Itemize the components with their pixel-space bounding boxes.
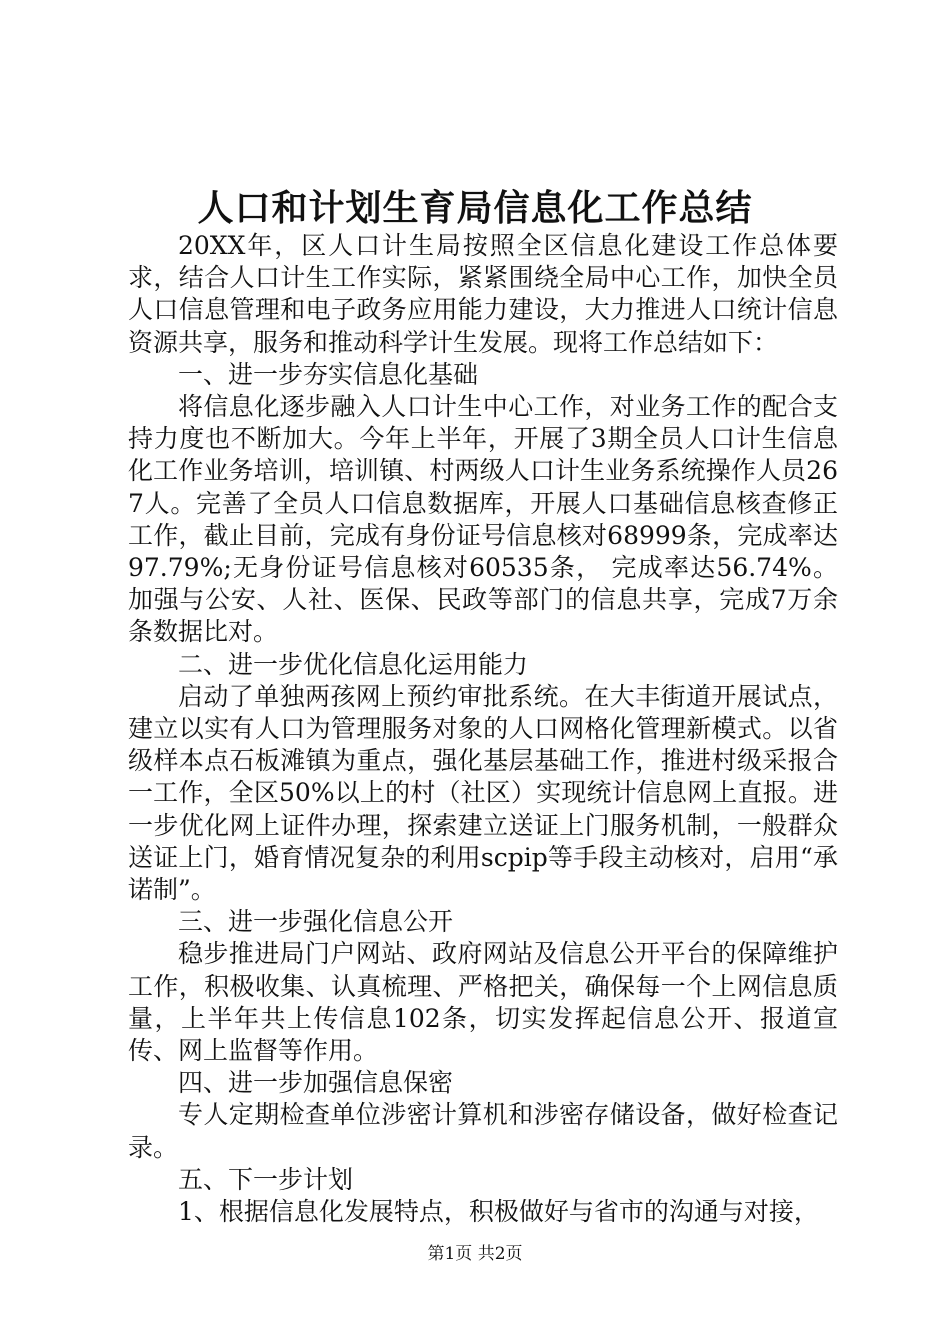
page-number-footer: 第1页 共2页 (427, 1244, 523, 1264)
section-heading-1: 一、进一步夯实信息化基础 (178, 359, 479, 389)
section-paragraph-3: 稳步推进局门户网站、政府网站及信息公开平台的保障维护工作，积极收集、认真梳理、严格把关，确保每一个上网信息质量，上半年共上传信息102条，切实发挥起信息公开、报道宣传、网上监督等作用。 (128, 939, 838, 1066)
section-heading-2: 二、进一步优化信息化运用能力 (178, 649, 529, 679)
document-body (128, 230, 838, 1228)
section-heading-5: 五、下一步计划 (178, 1164, 354, 1194)
section-paragraph-2: 启动了单独两孩网上预约审批系统。在大丰街道开展试点，建立以实有人口为管理服务对象的人口网格化管理新模式。以省级样本点石板滩镇为重点，强化基层基础工作，推进村级采报合一工作，全区50%以上的村（社区）实现统计信息网上直报。进一步优化网上证件办理，探索建立送证上门服务机制，一般群众送证上门，婚育情况复杂的利用scpip等手段主动核对，启用“承诺制”。 (128, 681, 838, 905)
intro-paragraph: 20XX年，区人口计生局按照全区信息化建设工作总体要求，结合人口计生工作实际，紧紧围绕全局中心工作，加快全员人口信息管理和电子政务应用能力建设，大力推进人口统计信息资源共享，服务和推动科学计生发展。现将工作总结如下： (128, 231, 838, 357)
section-heading-4: 四、进一步加强信息保密 (178, 1068, 454, 1098)
section-paragraph-1: 将信息化逐步融入人口计生中心工作，对业务工作的配合支持力度也不断加大。今年上半年，开展了3期全员人口计生信息化工作业务培训，培训镇、村两级人口计生业务系统操作人员267人。完善了全员人口信息数据库，开展人口基础信息核查修正工作，截止目前，完成有身份证号信息核对68999条，完成率达97.79%;无身份证号信息核对60535条， 完成率达56.74%。加强与公安、人社、医保、民政等部门的信息共享，完成7万余条数据比对。 (128, 392, 838, 647)
document-title: 人口和计划生育局信息化工作总结 (197, 187, 753, 229)
section-heading-3: 三、进一步强化信息公开 (178, 907, 454, 937)
section-paragraph-4: 专人定期检查单位涉密计算机和涉密存储设备，做好检查记录。 (128, 1100, 838, 1162)
section-paragraph-5: 1、根据信息化发展特点，积极做好与省市的沟通与对接， (178, 1197, 819, 1227)
